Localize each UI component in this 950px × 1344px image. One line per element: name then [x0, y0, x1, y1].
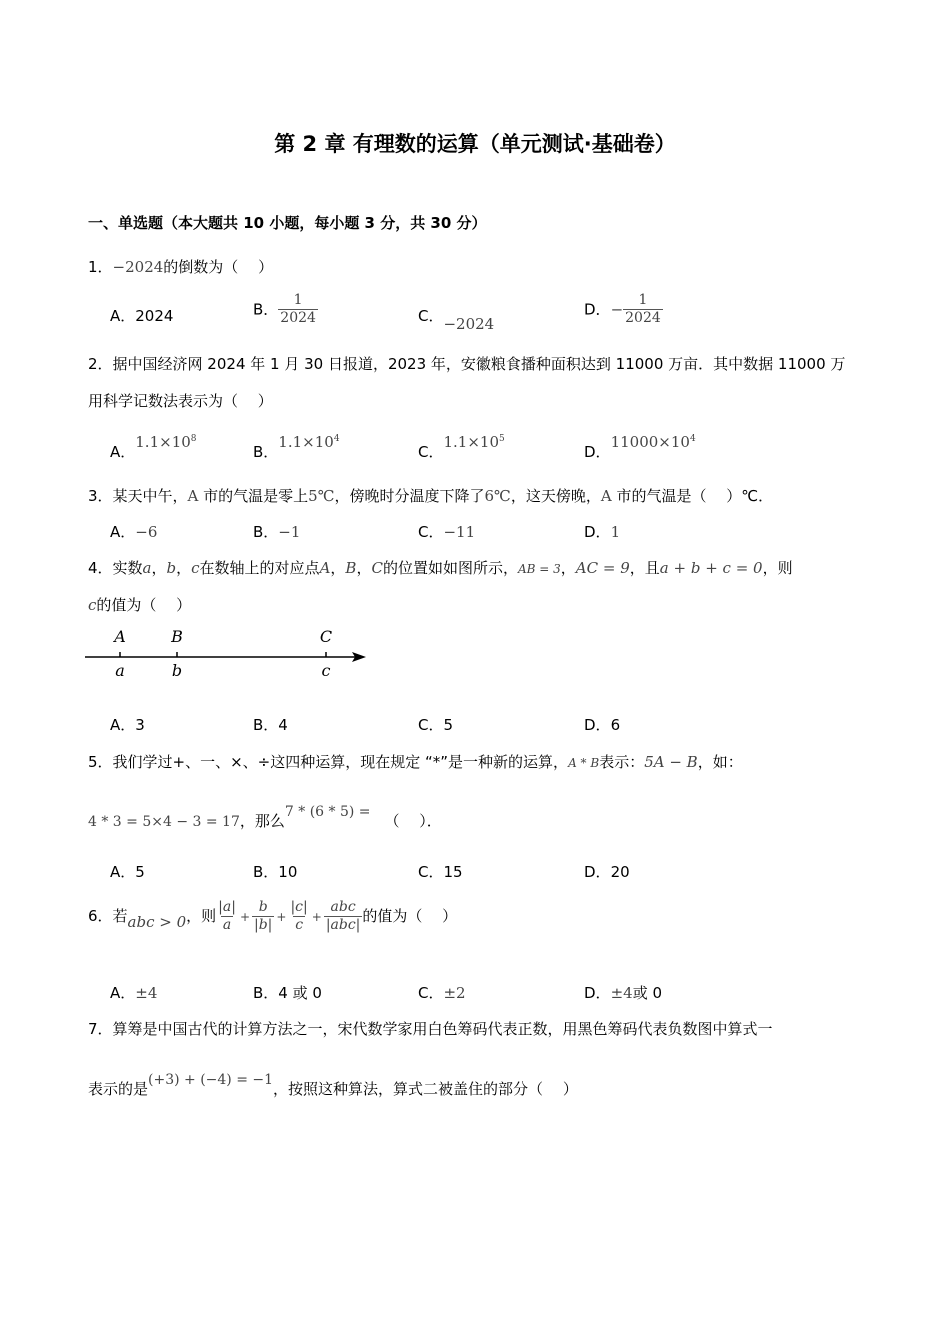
- separator: ，: [176, 559, 192, 577]
- math-expression: abc > 0: [127, 913, 187, 931]
- question-3: [88, 485, 773, 507]
- denominator: c: [295, 917, 304, 933]
- option-label: D．: [584, 863, 611, 881]
- option-c: [418, 521, 475, 543]
- option-label: C．: [418, 716, 444, 734]
- option-value: 15: [443, 863, 463, 881]
- option-d: [584, 714, 620, 736]
- option-value: −2024: [443, 315, 495, 333]
- fraction: [216, 899, 238, 934]
- plus-sign: +: [276, 910, 287, 924]
- option-c: [418, 714, 453, 736]
- option-a: [110, 521, 157, 543]
- option-value: −6: [135, 523, 158, 541]
- option-label: D．: [584, 984, 611, 1002]
- math-expression: A * B: [568, 756, 600, 770]
- option-value: 或 0: [632, 984, 662, 1002]
- math-expression: a + b + c = 0: [659, 559, 763, 577]
- question-text: ，那么: [239, 812, 285, 830]
- option-label: B．: [253, 863, 279, 881]
- option-value: 1.1×10: [278, 433, 334, 451]
- question-5-line-1: [88, 751, 743, 774]
- question-text: ，按照这种算法，算式二被盖住的部分（ ）: [273, 1080, 578, 1098]
- temperature: 6℃: [484, 487, 511, 505]
- question-text: （ ）．: [384, 812, 442, 830]
- question-text: 市的气温是（ ）℃．: [611, 487, 774, 505]
- fraction: [623, 292, 663, 327]
- math-expression: AB = 3: [517, 562, 561, 576]
- option-d: [584, 428, 696, 461]
- minus-sign: −: [610, 300, 624, 319]
- option-c: [418, 305, 495, 333]
- option-label: A．: [110, 863, 136, 881]
- separator: ，: [330, 559, 346, 577]
- option-value: 2024: [135, 307, 174, 325]
- option-value: 1.1×10: [443, 433, 499, 451]
- option-value: 1.1×10: [135, 433, 191, 451]
- point-label-c: C: [319, 627, 333, 646]
- option-value: 4: [278, 716, 288, 734]
- question-text: 4．实数: [88, 559, 143, 577]
- question-text: 3．某天中午，: [88, 487, 188, 505]
- question-text: ，傍晚时分温度下降了: [334, 487, 485, 505]
- option-label: C．: [418, 984, 444, 1002]
- math-var: c: [191, 559, 200, 577]
- question-text: ，则: [762, 559, 793, 577]
- numerator: abc: [330, 899, 356, 915]
- fraction: [288, 899, 309, 934]
- point-label-b: B: [171, 627, 183, 646]
- math-var: B: [345, 559, 357, 577]
- number-line: [85, 624, 375, 684]
- option-b: [253, 714, 288, 736]
- option-d: [584, 521, 620, 543]
- math-var: b: [166, 559, 177, 577]
- option-a: [110, 428, 197, 461]
- option-d: [584, 292, 663, 327]
- math-var: c: [88, 596, 97, 614]
- exponent: 4: [333, 434, 340, 444]
- math-var: C: [371, 559, 383, 577]
- numerator: 1: [293, 292, 303, 308]
- exponent: 8: [190, 434, 197, 444]
- option-label: B．: [253, 523, 279, 541]
- math-var: A: [600, 487, 612, 505]
- option-value: 11000×10: [610, 433, 690, 451]
- option-value: ±4: [135, 984, 158, 1002]
- option-label: B．: [253, 984, 279, 1002]
- question-text: 6．若: [88, 907, 128, 925]
- option-a: [110, 982, 157, 1004]
- denominator: 2024: [625, 310, 661, 326]
- question-4-line-2: [88, 594, 191, 616]
- option-label: A．: [110, 443, 136, 461]
- option-c: [418, 982, 466, 1004]
- option-b: [253, 292, 318, 327]
- separator: ，: [151, 559, 167, 577]
- section-heading: 一、单选题（本大题共 10 小题，每小题 3 分，共 30 分）: [88, 214, 487, 232]
- math-var: a: [142, 559, 152, 577]
- question-text: 表示：: [599, 753, 645, 771]
- value-label-b: b: [171, 661, 183, 680]
- math-expression: 5A − B: [644, 753, 698, 771]
- option-c: [418, 428, 505, 461]
- math-expression: −2024: [112, 258, 164, 276]
- option-label: C．: [418, 307, 444, 325]
- option-value: 20: [610, 863, 630, 881]
- plus-sign: +: [239, 910, 250, 924]
- page-title: 第 2 章 有理数的运算（单元测试·基础卷）: [274, 132, 676, 156]
- numerator: |c|: [290, 899, 308, 915]
- exponent: 5: [499, 434, 505, 444]
- option-a: [110, 305, 173, 327]
- numerator: |a|: [218, 899, 236, 915]
- question-text: 5．我们学过+、一、×、÷这四种运算，现在规定 “*”是一种新的运算，: [88, 753, 569, 771]
- option-a: [110, 714, 145, 736]
- denominator: 2024: [280, 310, 316, 326]
- option-label: B．: [253, 300, 279, 319]
- question-number: 1．: [88, 258, 113, 276]
- option-value: 1: [610, 523, 621, 541]
- option-value: 10: [278, 863, 298, 881]
- question-text: ，如：: [697, 753, 743, 771]
- math-var: A: [187, 487, 199, 505]
- option-value: 5: [443, 716, 454, 734]
- question-text: 的倒数为（ ）: [163, 258, 274, 276]
- temperature: 5℃: [308, 487, 335, 505]
- option-label: C．: [418, 523, 444, 541]
- fraction: [324, 899, 363, 934]
- question-6: [88, 897, 457, 936]
- math-var: A: [319, 559, 331, 577]
- denominator: |abc|: [325, 917, 361, 933]
- option-value: −1: [278, 523, 301, 541]
- question-text: 在数轴上的对应点: [199, 559, 320, 577]
- question-text: ，则: [186, 907, 217, 925]
- numerator: b: [258, 899, 268, 915]
- option-label: B．: [253, 716, 279, 734]
- numerator: 1: [638, 292, 648, 308]
- point-label-a: A: [114, 627, 126, 646]
- fraction: [252, 899, 274, 934]
- option-d: [584, 861, 630, 883]
- math-expression: AC = 9: [575, 559, 630, 577]
- option-c: [418, 861, 463, 883]
- option-b: [253, 861, 297, 883]
- option-label: D．: [584, 443, 611, 461]
- option-label: D．: [584, 716, 611, 734]
- option-label: A．: [110, 307, 136, 325]
- question-text: 表示的是: [88, 1080, 149, 1098]
- separator: ，: [560, 559, 576, 577]
- option-label: A．: [110, 984, 136, 1002]
- question-7-line-1: 7．算筹是中国古代的计算方法之一，宋代数学家用白色筹码代表正数，用黑色筹码代表负数图中算式一: [88, 1020, 773, 1038]
- question-1: [88, 256, 273, 278]
- option-value: 5: [135, 863, 145, 881]
- option-a: [110, 861, 145, 883]
- value-label-c: c: [321, 661, 331, 680]
- option-value: ±2: [443, 984, 466, 1002]
- denominator: a: [222, 917, 232, 933]
- option-b: [253, 982, 322, 1004]
- option-label: B．: [253, 443, 279, 461]
- math-expression: 7 * (6 * 5) =: [284, 804, 371, 820]
- math-expression: 4 * 3 = 5×4 − 3 = 17: [88, 814, 240, 830]
- question-text: 的位置如如图所示，: [382, 559, 518, 577]
- fraction: [278, 292, 318, 327]
- question-5-line-2: [88, 804, 442, 833]
- option-value: 3: [135, 716, 145, 734]
- question-text: ，这天傍晚，: [510, 487, 601, 505]
- value-label-a: a: [115, 661, 125, 680]
- exponent: 4: [689, 434, 696, 444]
- option-value: 6: [610, 716, 621, 734]
- option-label: D．: [584, 523, 611, 541]
- option-label: D．: [584, 300, 611, 319]
- option-d: [584, 982, 662, 1004]
- math-expression: (+3) + (−4) = −1: [148, 1072, 274, 1088]
- option-value: 4 或 0: [278, 984, 322, 1002]
- option-b: [253, 521, 300, 543]
- question-7-line-2: [88, 1072, 578, 1101]
- question-4-line-1: [88, 557, 793, 580]
- option-label: C．: [418, 863, 444, 881]
- option-b: [253, 428, 340, 461]
- question-text: 市的气温是零上: [198, 487, 309, 505]
- option-symbol: ±4: [610, 984, 633, 1002]
- question-text: 的值为（ ）: [96, 596, 192, 614]
- separator: ，: [356, 559, 372, 577]
- option-label: C．: [418, 443, 444, 461]
- question-2-line-2: 用科学记数法表示为（ ）: [88, 392, 273, 410]
- option-label: A．: [110, 523, 136, 541]
- question-text: 的值为（ ）: [362, 907, 458, 925]
- option-value: −11: [443, 523, 476, 541]
- question-text: ，且: [629, 559, 660, 577]
- option-label: A．: [110, 716, 136, 734]
- denominator: |b|: [254, 917, 273, 933]
- plus-sign: +: [311, 910, 322, 924]
- question-2-line-1: 2．据中国经济网 2024 年 1 月 30 日报道，2023 年，安徽粮食播种面积达到 11000 万亩．其中数据 11000 万: [88, 355, 846, 373]
